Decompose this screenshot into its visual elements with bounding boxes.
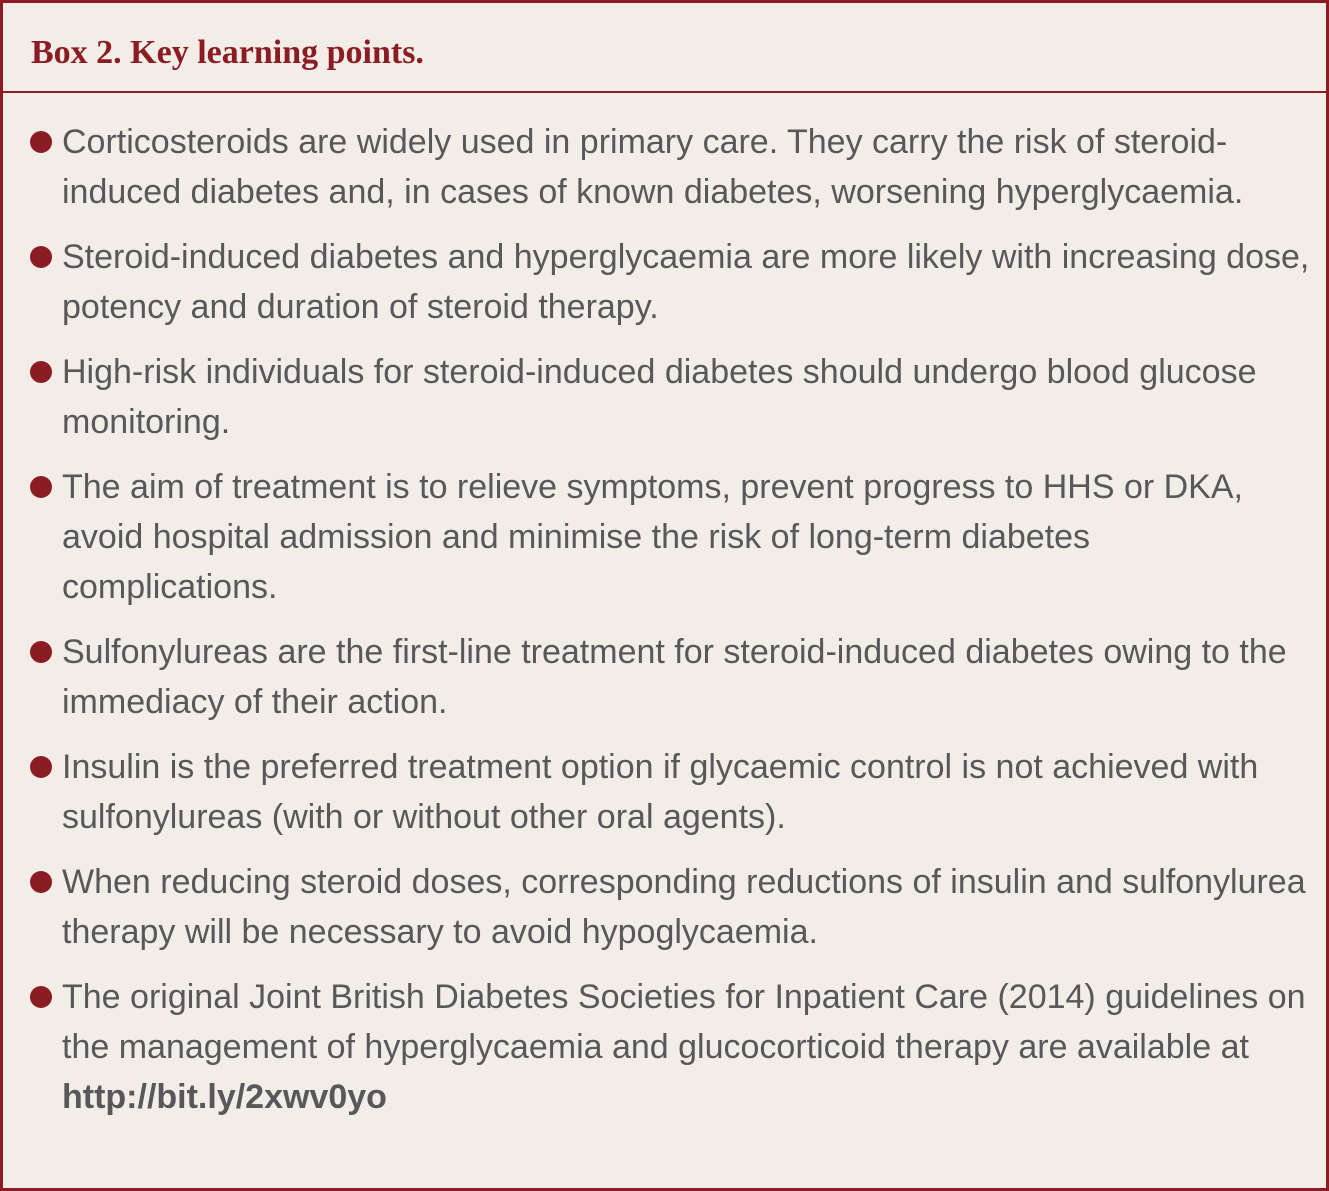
learning-point-1 [3,117,1326,217]
bullet-icon [30,641,52,663]
learning-point-8 [3,972,1326,1122]
box-title: Box 2. Key learning points. [31,34,424,71]
learning-point-text: Steroid-induced diabetes and hyperglycaemia are more likely with increasing dose, potency and duration of steroid therapy. [62,238,1310,326]
learning-point-text: The aim of treatment is to relieve symptoms, prevent progress to HHS or DKA, avoid hospital admission and minimise the risk of long-term diabetes complications. [62,468,1243,606]
bullet-icon [30,756,52,778]
bullet-icon [30,986,52,1008]
bullet-icon [30,246,52,268]
learning-point-4 [3,462,1326,612]
learning-point-text: When reducing steroid doses, corresponding reductions of insulin and sulfonylurea therapy will be necessary to avoid hypoglycaemia. [62,863,1306,951]
learning-point-2 [3,232,1326,332]
bullet-icon [30,871,52,893]
learning-point-7 [3,857,1326,957]
bullet-icon [30,476,52,498]
learning-point-text: The original Joint British Diabetes Societies for Inpatient Care (2014) guidelines on the management of hyperglycaemia and glucocorticoid therapy are available at [62,978,1306,1066]
guidelines-link[interactable]: http://bit.ly/2xwv0yo [62,1078,387,1116]
learning-point-text: Insulin is the preferred treatment option if glycaemic control is not achieved with sulfonylureas (with or without other oral agents). [62,748,1259,836]
learning-point-text: Corticosteroids are widely used in primary care. They carry the risk of steroid-induced diabetes and, in cases of known diabetes, worsening hyperglycaemia. [62,123,1244,211]
bullet-icon [30,131,52,153]
bullet-icon [30,361,52,383]
box-header [3,3,1326,93]
learning-point-5 [3,627,1326,727]
learning-points-list [3,93,1326,1122]
learning-point-3 [3,347,1326,447]
learning-point-6 [3,742,1326,842]
learning-point-text: High-risk individuals for steroid-induced diabetes should undergo blood glucose monitoring. [62,353,1257,441]
learning-point-text: Sulfonylureas are the first-line treatment for steroid-induced diabetes owing to the immediacy of their action. [62,633,1287,721]
